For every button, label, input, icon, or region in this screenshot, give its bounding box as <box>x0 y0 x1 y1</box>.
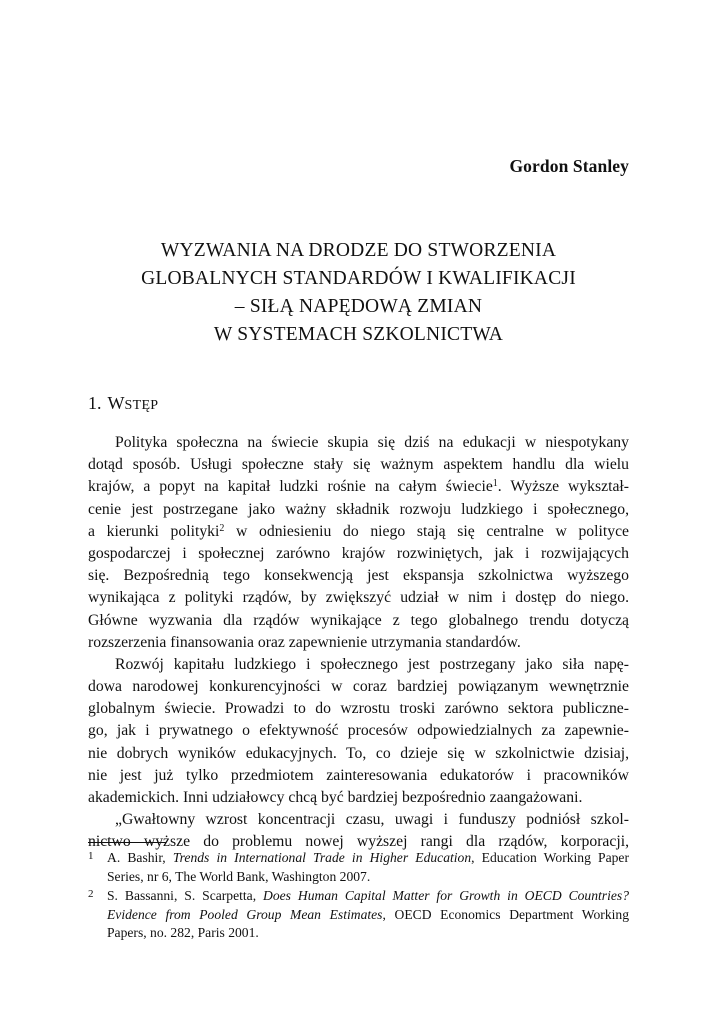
text-line: się. Bezpośrednią tego konsekwencją jest ekspansja szkolnictwa wyższego <box>88 567 629 585</box>
footnote-number: 2 <box>88 888 94 901</box>
text-line: a kierunki polityki$^2$ w odniesieniu do niego stają się centralne w polityce <box>88 522 629 540</box>
footnotes <box>88 849 629 944</box>
section-title-rest: STĘP <box>124 398 159 413</box>
text-line: dotąd sposób. Usługi społeczne stały się ważnym aspektem handlu dla wielu <box>88 456 629 474</box>
footnote-number: 1 <box>88 850 94 862</box>
article-title <box>88 237 629 349</box>
footnote-work-title: Does Human Capital Matter for Growth in OECD Countries? <box>263 888 629 904</box>
text-line: nictwo wyższe do problemu nowej wyższej rangi dla rządów, korporacji, <box>88 833 629 851</box>
text-line: krajów, a popyt na kapitał ludzki rośnie na całym świecie$^1$. Wyższe wykształ- <box>88 478 629 496</box>
text-line: „Gwałtowny wzrost koncentracji czasu, uwagi i funduszy podniósł szkol- <box>115 811 629 829</box>
text-line: dowa narodowej konkurencyjności w coraz bardziej powiązanym wewnętrznie <box>88 678 629 696</box>
text-line: go, jak i prywatnego o efektywność procesów odpowiedzialnych za zapewnie- <box>88 722 629 740</box>
text-line: cenie jest postrzegane jako ważny składnik rozwoju ludzkiego i społecznego, <box>88 500 629 518</box>
footnote-work-title: Trends in International Trade in Higher Education <box>172 850 472 865</box>
section-title-initial: W <box>107 393 125 413</box>
footnote-ref[interactable]: 2 <box>219 522 225 534</box>
text-line: akademickich. Inni udziałowcy chcą być bardziej bezpośrednio zaangażowani. <box>88 789 583 806</box>
title-line: WYZWANIA NA DRODZE DO STWORZENIA <box>160 240 557 261</box>
text-line: Polityka społeczna na świecie skupia się dziś na edukacji w niespotykany <box>115 434 629 451</box>
author-name: Gordon Stanley <box>509 156 629 176</box>
footnote-separator <box>88 842 166 843</box>
text-line: wynikająca z polityki rządów, by zwiększyć udział w nim i dostęp do niego. <box>88 589 629 607</box>
title-line: – SIŁĄ NAPĘDOWĄ ZMIAN <box>234 296 483 317</box>
body-text <box>88 432 629 854</box>
section-number: 1. <box>88 393 102 413</box>
text-line: nie jest już tylko przedmiotem zainteresowania edukatorów i pracowników <box>88 766 629 784</box>
text-line: rozszerzenia finansowania oraz zapewnienie utrzymania standardów. <box>88 633 521 651</box>
title-line: W SYSTEMACH SZKOLNICTWA <box>213 324 504 345</box>
footnote-ref[interactable]: 1 <box>492 478 498 490</box>
title-line: GLOBALNYCH STANDARDÓW I KWALIFIKACJI <box>141 268 576 289</box>
footnote-2: 2 S. Bassanni, S. Scarpetta, Does Human Capital Matter for Growth in OECD Countries? Evidence from Pooled Group Mean Estimates, OECD Economics Department Working Papers, no. 282, Paris 2001. <box>88 887 629 943</box>
text-line: Rozwój kapitału ludzkiego i społecznego jest postrzegany jako siła napę- <box>115 655 629 673</box>
section-heading <box>88 393 158 414</box>
text-line: nie dobrych wyników edukacyjnych. To, co dzieje się w szkolnictwie dzisiaj, <box>88 744 629 762</box>
text-line: globalnym świecie. Prowadzi to do wzrostu troski zarówno sektora publiczne- <box>88 700 629 718</box>
text-line: gospodarczej i społecznej zarówno krajów rozwiniętych, jak i rozwijających <box>88 544 629 562</box>
text-line: Główne wyzwania dla rządów wynikające z tego globalnego trendu dotyczą <box>88 611 629 629</box>
footnote-work-title: Evidence from Pooled Group Mean Estimates <box>107 906 383 922</box>
footnote-1: 1 A. Bashir, Trends in International Trade in Higher Education, Education Working Paper Series, nr 6, The World Bank, Washington 2007. <box>88 849 629 886</box>
